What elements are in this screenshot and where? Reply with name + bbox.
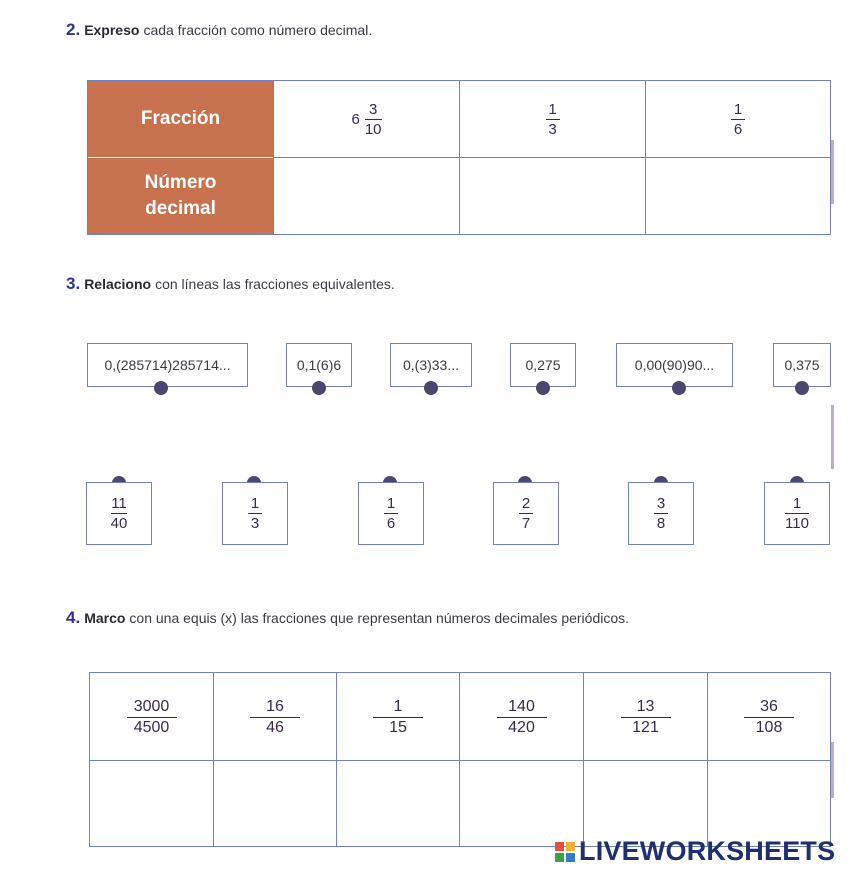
heading-text: con una equis (x) las fracciones que representan números decimales periódicos. — [129, 610, 630, 626]
section-4-heading — [66, 608, 629, 628]
heading-verb: Relaciono — [84, 276, 152, 292]
fraction-bar — [111, 513, 128, 514]
fraction — [731, 101, 745, 138]
fraction-cell — [90, 673, 213, 761]
fraction — [744, 698, 794, 737]
decimal-box: 0,(285714)285714... — [87, 343, 248, 387]
decimal-answer-cell[interactable] — [274, 158, 459, 234]
margin-mark — [831, 742, 834, 798]
denominator: 3 — [250, 515, 260, 532]
decimal-answer-cell[interactable] — [646, 158, 830, 234]
denominator: 10 — [364, 120, 382, 138]
mark-cell[interactable] — [337, 761, 459, 846]
numerator: 140 — [508, 697, 535, 715]
fraction — [621, 698, 671, 737]
mark-cell[interactable] — [584, 761, 707, 846]
fraction-bar — [654, 513, 668, 514]
fraction-box — [222, 482, 288, 545]
logo-squares-icon — [555, 842, 575, 862]
numerator: 36 — [760, 697, 778, 715]
section-number: 3. — [66, 274, 81, 293]
decimal-box: 0,375 — [773, 343, 831, 387]
numerator: 13 — [636, 697, 655, 715]
fraction-cell — [337, 673, 459, 761]
logo-square — [566, 853, 575, 862]
row-header-fraccion: Fracción — [88, 81, 273, 157]
fraction-bar — [248, 513, 262, 514]
fraction — [546, 101, 560, 138]
periodic-decimals-table — [89, 672, 831, 847]
heading-text: con líneas las fracciones equivalentes. — [155, 276, 395, 292]
fraction-cell — [460, 81, 645, 157]
numerator: 1 — [393, 697, 403, 715]
denominator: 8 — [656, 515, 666, 532]
connection-dot[interactable] — [424, 381, 438, 395]
decimal-answer-cell[interactable] — [460, 158, 645, 234]
fraction — [519, 495, 533, 532]
logo-square — [566, 842, 575, 851]
fraction-box — [493, 482, 559, 545]
row-header-numero-decimal: Número decimal — [88, 158, 273, 234]
connection-dot[interactable] — [536, 381, 550, 395]
logo-square — [555, 853, 564, 862]
denominator: 110 — [785, 515, 809, 532]
numerator: 3 — [369, 100, 378, 118]
fraction — [248, 495, 262, 532]
fraction-bar — [127, 717, 177, 718]
heading-verb: Expreso — [84, 22, 140, 38]
fraction-bar — [744, 717, 794, 718]
denominator: 46 — [266, 718, 284, 736]
fraction-bar — [519, 513, 533, 514]
section-number: 2. — [66, 20, 81, 39]
fraction-cell — [460, 673, 583, 761]
section-3-heading — [66, 274, 395, 294]
fraction-box — [86, 482, 152, 545]
fraction — [365, 101, 382, 138]
fraction-bar — [384, 513, 398, 514]
decimal-box: 0,275 — [510, 343, 576, 387]
heading-text: cada fracción como número decimal. — [143, 22, 373, 38]
denominator: 15 — [389, 718, 407, 736]
numerator: 1 — [548, 100, 557, 118]
fraction — [111, 495, 128, 532]
numerator: 1 — [250, 495, 260, 512]
mark-cell[interactable] — [214, 761, 336, 846]
fraction-cell — [646, 81, 830, 157]
fraction-bar — [250, 717, 300, 718]
section-2-heading — [66, 20, 372, 40]
fraction-box — [628, 482, 694, 545]
connection-dot[interactable] — [154, 381, 168, 395]
numerator: 2 — [521, 495, 531, 512]
numerator: 1 — [386, 495, 396, 512]
fraction-bar — [497, 717, 547, 718]
logo-square — [555, 842, 564, 851]
numerator: 3000 — [133, 697, 170, 715]
denominator: 420 — [508, 718, 535, 736]
fraction-decimal-table — [87, 80, 831, 235]
denominator: 7 — [521, 515, 531, 532]
decimal-box: 0,1(6)6 — [286, 343, 352, 387]
denominator: 121 — [632, 718, 659, 736]
denominator: 4500 — [133, 718, 170, 736]
denominator: 108 — [755, 718, 783, 736]
denominator: 3 — [548, 120, 557, 138]
heading-verb: Marco — [84, 610, 126, 626]
whole-part: 6 — [351, 110, 360, 128]
connection-dot[interactable] — [795, 381, 809, 395]
margin-mark — [831, 405, 834, 469]
fraction-box — [764, 482, 830, 545]
fraction — [250, 698, 300, 737]
fraction-bar — [785, 513, 809, 514]
margin-mark — [831, 140, 834, 204]
denominator: 6 — [733, 120, 743, 138]
mark-cell[interactable] — [460, 761, 583, 846]
fraction — [384, 495, 398, 532]
denominator: 6 — [386, 515, 396, 532]
fraction-cell — [584, 673, 707, 761]
fraction — [497, 698, 547, 737]
liveworksheets-logo — [555, 836, 835, 867]
numerator: 1 — [792, 495, 802, 512]
connection-dot[interactable] — [672, 381, 686, 395]
fraction-bar — [373, 717, 423, 718]
fraction-cell — [214, 673, 336, 761]
fraction-cell — [274, 81, 459, 157]
numerator: 1 — [733, 100, 743, 118]
fraction-bar — [621, 717, 671, 718]
fraction — [785, 495, 809, 532]
decimal-box: 0,00(90)90... — [616, 343, 733, 387]
fraction — [654, 495, 668, 532]
connection-dot[interactable] — [312, 381, 326, 395]
fraction-bar — [365, 119, 382, 120]
decimal-box: 0,(3)33... — [390, 343, 472, 387]
logo-text: LIVEWORKSHEETS — [579, 836, 836, 866]
fraction-box — [358, 482, 424, 545]
section-number: 4. — [66, 608, 81, 627]
denominator: 40 — [110, 515, 128, 532]
mark-cell[interactable] — [708, 761, 830, 846]
fraction — [373, 698, 423, 737]
fraction-bar — [731, 119, 745, 120]
fraction — [127, 698, 177, 737]
fraction-cell — [708, 673, 830, 761]
numerator: 16 — [266, 697, 284, 715]
fraction-bar — [546, 119, 560, 120]
mark-cell[interactable] — [90, 761, 213, 846]
numerator: 11 — [111, 495, 127, 512]
numerator: 3 — [656, 495, 666, 512]
